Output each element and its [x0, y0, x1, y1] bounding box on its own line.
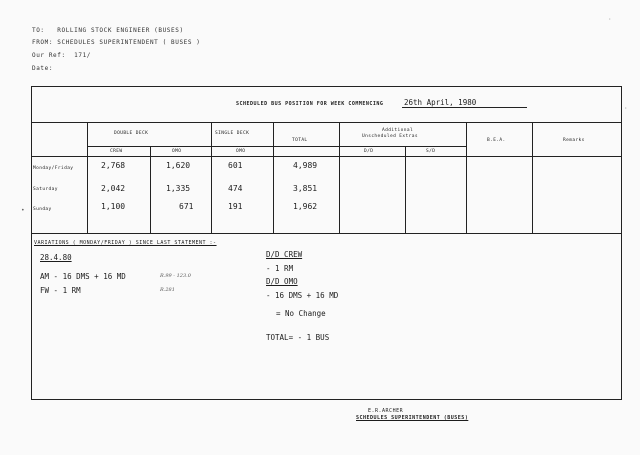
col-rule: [211, 122, 212, 233]
col-rule: [339, 122, 340, 233]
memo-to: [32, 27, 184, 34]
memo-ref-value: 171/: [74, 52, 91, 59]
subheader-crew: CREW: [110, 149, 123, 154]
signatory-name: E.R.ARCHER: [368, 408, 404, 414]
memo-from-value: SCHEDULES SUPERINTENDENT ( BUSES ): [57, 39, 201, 46]
memo-date-label: Date:: [32, 65, 54, 72]
row-label: Monday/Friday: [33, 166, 74, 171]
row-label: Sunday: [33, 207, 52, 212]
variation-fw-line: FW - 1 RM: [40, 286, 81, 295]
signatory-title: SCHEDULES SUPERINTENDENT (BUSES): [356, 415, 469, 421]
margin-mark: •: [21, 207, 25, 214]
header-unscheduled-extras: Unscheduled Extras: [362, 134, 418, 139]
handwritten-note: R.281: [160, 287, 175, 293]
header-double-deck: DOUBLE DECK: [114, 131, 149, 136]
dd-omo-line: - 16 DMS + 16 MD: [266, 291, 339, 300]
dd-crew-line: - 1 RM: [266, 264, 294, 273]
header-remarks: Remarks: [563, 138, 585, 143]
memo-to-value: ROLLING STOCK ENGINEER (BUSES): [57, 27, 184, 34]
cell-omo-sd: 191: [228, 202, 243, 211]
cell-omo-dd: 1,335: [166, 184, 191, 193]
memo-from: [32, 39, 201, 46]
cell-omo-dd: 671: [179, 202, 194, 211]
cell-total: 1,962: [293, 202, 318, 211]
col-rule: [150, 146, 151, 233]
memo-ref: [32, 52, 91, 59]
header-single-deck: SINGLE DECK: [215, 131, 250, 136]
week-date-underline: [402, 107, 527, 108]
header-additional: Additional: [382, 128, 414, 133]
col-rule: [532, 122, 533, 233]
cell-total: 3,851: [293, 184, 318, 193]
col-rule: [87, 122, 88, 233]
variations-date: 28.4.80: [40, 253, 72, 262]
row-label: Saturday: [33, 187, 58, 192]
cell-omo-sd: 474: [228, 184, 243, 193]
header-total: TOTAL: [292, 138, 308, 143]
header-bea: B.E.A.: [487, 138, 506, 143]
subheader-rule: [87, 146, 466, 147]
cell-omo-dd: 1,620: [166, 161, 191, 170]
table-bottom-rule: [32, 233, 621, 234]
memo-ref-label: Our Ref:: [32, 52, 66, 59]
no-change-line: = No Change: [276, 309, 326, 318]
week-date: 26th April, 1980: [404, 98, 477, 107]
cell-crew: 1,100: [101, 202, 126, 211]
total-line: TOTAL= - 1 BUS: [266, 333, 330, 342]
col-rule: [466, 122, 467, 233]
col-rule: [405, 146, 406, 233]
cell-total: 4,989: [293, 161, 318, 170]
subheader-dd: D/D: [364, 149, 374, 154]
margin-mark: ·: [624, 105, 628, 112]
cell-crew: 2,768: [101, 161, 126, 170]
cell-crew: 2,042: [101, 184, 126, 193]
subheader-sd: S/D: [426, 149, 436, 154]
margin-mark: ·: [608, 16, 612, 23]
memo-to-label: TO:: [32, 27, 45, 34]
form-title: SCHEDULED BUS POSITION FOR WEEK COMMENCING: [236, 101, 384, 107]
subheader-omo-sd: OMO: [236, 149, 246, 154]
dd-omo-heading: D/D OMO: [266, 277, 298, 286]
subheader-omo-dd: OMO: [172, 149, 182, 154]
col-rule: [273, 122, 274, 233]
cell-omo-sd: 601: [228, 161, 243, 170]
variations-heading: VARIATIONS ( MONDAY/FRIDAY ) SINCE LAST STATEMENT :-: [34, 240, 217, 246]
variation-am-line: AM - 16 DMS + 16 MD: [40, 272, 126, 281]
memo-date: [32, 65, 53, 72]
handwritten-note: R.99 - 123.0: [160, 273, 191, 279]
dd-crew-heading: D/D CREW: [266, 250, 303, 259]
memo-from-label: FROM:: [32, 39, 54, 46]
bus-position-form: [31, 86, 622, 400]
